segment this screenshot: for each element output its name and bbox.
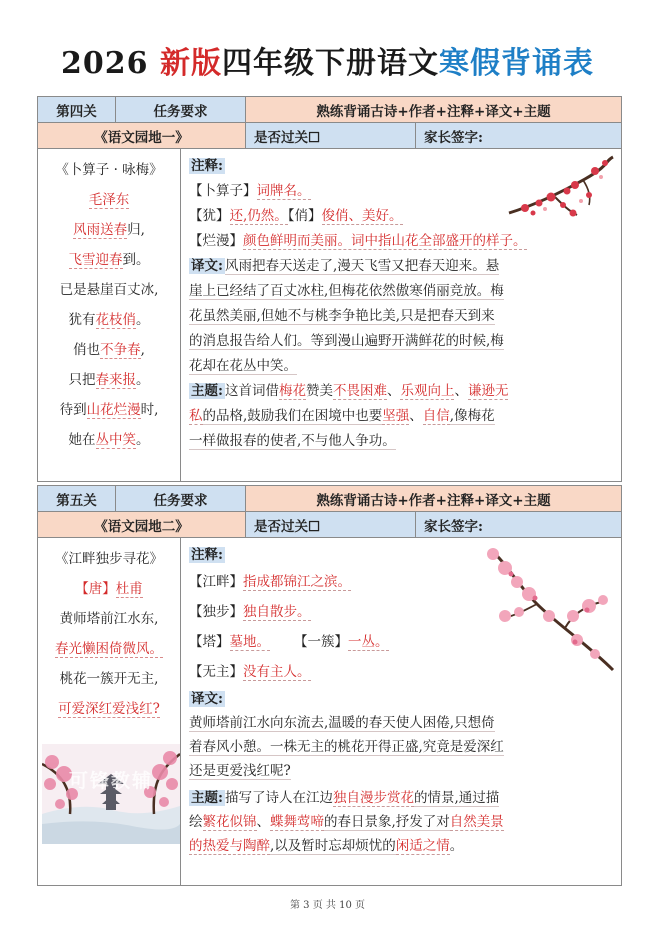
poem-line: 风雨送春归, [73,222,145,238]
title-grade: 四年级下册语文 [221,46,439,81]
note-item: 【犹】还,仍然。【俏】俊俏、美好。 [189,208,403,224]
notes-heading: 注释: [191,547,223,563]
pass-checkbox[interactable]: 是否过关☐ [246,123,416,149]
theme-line: 主题: 这首词借梅花赞美不畏困难、乐观向上、谦逊无 [191,383,509,399]
note-item: 【塔】墓地。 【一簇】一丛。 [189,634,389,650]
page-footer: 第 3 页 共 10 页 [290,900,365,911]
section-level-4 [37,96,622,482]
translation-heading: 译文: [191,691,223,707]
notes-heading: 注释: [191,158,223,174]
parent-signature[interactable]: 家长签字: [416,123,622,149]
level-label: 第四关 [38,97,116,123]
task-requirement: 熟练背诵古诗+作者+注释+译文+主题 [246,97,622,123]
page-title [0,38,655,82]
theme-line: 一样做报春的使者,不与他人争功。 [189,433,396,449]
poem-line: 俏也不争春, [73,342,145,358]
note-item: 【江畔】指成都锦江之滨。 [189,574,351,590]
note-item: 【无主】没有主人。 [189,664,311,680]
poem-line: 已是悬崖百丈冰, [59,282,159,298]
translation-line: 崖上已经结了百丈冰柱,但梅花依然傲寒俏丽竞放。梅 [189,283,504,299]
notes-panel [181,149,622,482]
section-level-5 [37,485,622,886]
poem-title: 《卜算子 · 咏梅》 [55,162,163,178]
translation-line: 花虽然美丽,但她不与桃李争艳比美,只是把春天到来 [189,308,495,324]
poem-line: 黄师塔前江水东, [59,611,159,627]
poem-line: 桃花一簇开无主, [59,671,159,687]
title-year: 2026 [61,46,149,81]
poem-text [38,538,181,886]
pass-checkbox[interactable]: 是否过关☐ [246,512,416,538]
poem-line: 待到山花烂漫时, [59,402,159,418]
translation-line: 译文: 风雨把春天送走了,漫天飞雪又把春天迎来。悬 [191,258,500,274]
pagoda-scene-image [42,744,180,844]
translation-line: 着春风小憩。一株无主的桃花开得正盛,究竟是爱深红 [189,739,504,755]
title-type: 寒假背诵表 [438,46,594,81]
unit-title: 《语文园地一》 [38,123,246,149]
pagoda-illustration [42,744,180,844]
poem-line: 只把春来报。 [68,372,150,388]
theme-line: 绘繁花似锦、蝶舞莺啼的春日景象,抒发了对自然美景 [189,814,504,830]
level-label: 第五关 [38,486,116,512]
poem-line: 春光懒困倚微风。 [55,641,163,657]
poem-text [38,149,181,482]
poem-line: 飞雪迎春到。 [68,252,150,268]
poem-line: 她在丛中笑。 [68,432,150,448]
poem-author: 【唐】杜甫 [75,581,143,597]
parent-signature[interactable]: 家长签字: [416,512,622,538]
poem-title: 《江畔独步寻花》 [55,551,163,567]
watermark: 可锋教辅 [68,770,153,792]
note-item: 【独步】独自散步。 [189,604,311,620]
theme-line: 私的品格,鼓励我们在困境中也要坚强、自信,像梅花 [189,408,495,424]
poem-line: 犹有花枝俏。 [68,312,150,328]
title-new: 新版 [159,46,222,81]
poem-author: 毛泽东 [88,192,130,208]
translation-line: 黄师塔前江水向东流去,温暖的春天使人困倦,只想倚 [189,715,495,731]
task-requirement: 熟练背诵古诗+作者+注释+译文+主题 [246,486,622,512]
translation-line: 的消息报告给人们。等到漫山遍野开满鲜花的时候,梅 [189,333,504,349]
theme-line: 主题: 描写了诗人在江边独自漫步赏花的情景,通过描 [191,790,500,806]
note-item: 【卜算子】词牌名。 [189,183,311,199]
translation-line: 花却在花丛中笑。 [189,358,297,374]
translation-line: 还是更爱浅红呢? [189,763,291,779]
task-label: 任务要求 [116,486,246,512]
poem-line: 可爱深红爱浅红? [58,701,160,717]
note-item: 【烂漫】颜色鲜明而美丽。词中指山花全部盛开的样子。 [189,233,527,249]
theme-line: 的热爱与陶醉,以及暂时忘却烦忧的闲适之情。 [189,838,464,854]
unit-title: 《语文园地二》 [38,512,246,538]
task-label: 任务要求 [116,97,246,123]
notes-panel [181,538,622,886]
